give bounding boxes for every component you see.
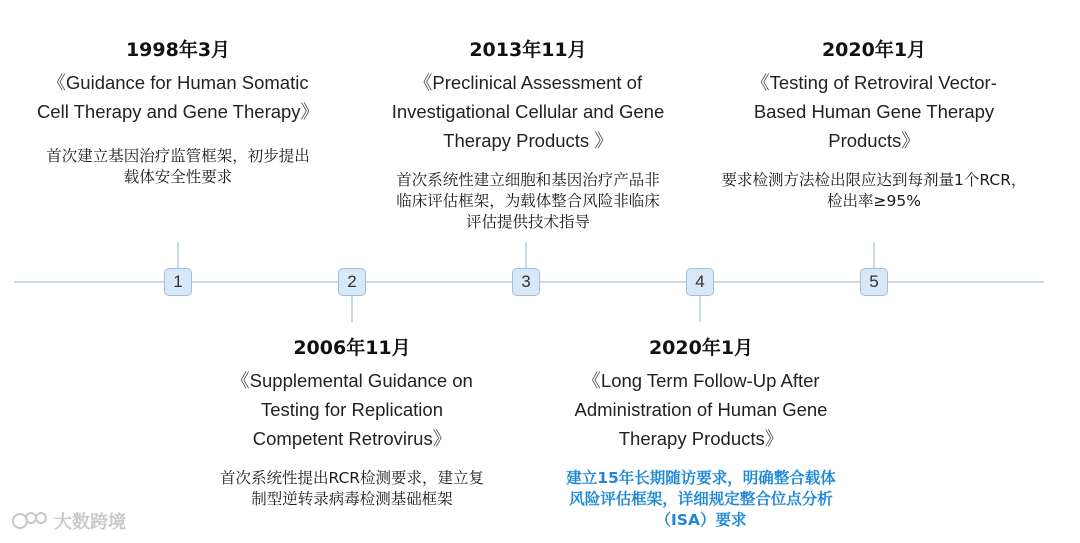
timeline-node-3: 3 xyxy=(512,268,540,296)
timeline-node-4: 4 xyxy=(686,268,714,296)
title-line: 《Supplemental Guidance on xyxy=(231,370,473,391)
title-line: 《Preclinical Assessment of xyxy=(413,72,643,93)
timeline-node-5: 5 xyxy=(860,268,888,296)
event-description xyxy=(700,170,1048,212)
desc-line: 风险评估框架，详细规定整合位点分析 xyxy=(569,490,833,508)
title-line: Testing for Replication xyxy=(260,399,443,420)
event-date: 2013年11月 xyxy=(469,39,587,61)
event-description xyxy=(190,468,514,510)
title-line: Competent Retrovirus》 xyxy=(252,428,452,449)
event-date: 2020年1月 xyxy=(648,337,754,359)
connector-1 xyxy=(177,242,179,268)
event-2 xyxy=(190,336,514,510)
desc-line: 首次建立基因治疗监管框架，初步提出 xyxy=(46,147,310,165)
desc-line: 要求检测方法检出限应达到每剂量1个RCR， xyxy=(721,171,1027,189)
desc-line: 首次系统性提出RCR检测要求，建立复 xyxy=(219,469,485,487)
connector-5 xyxy=(873,242,875,268)
desc-line: 建立15年长期随访要求，明确整合载体 xyxy=(566,469,836,487)
event-document-title xyxy=(700,68,1048,155)
event-date: 1998年3月 xyxy=(125,39,231,61)
title-line: Therapy Products 》 xyxy=(443,130,613,151)
timeline-node-1: 1 xyxy=(164,268,192,296)
event-5 xyxy=(700,38,1048,212)
event-document-title xyxy=(536,366,866,453)
desc-line: 制型逆转录病毒检测基础框架 xyxy=(251,490,453,508)
desc-line: 评估提供技术指导 xyxy=(465,213,590,231)
watermark-text: 大数跨境 xyxy=(54,512,126,533)
title-line: Investigational Cellular and Gene xyxy=(391,101,665,122)
title-line: Based Human Gene Therapy xyxy=(753,101,995,122)
title-line: 《Guidance for Human Somatic xyxy=(47,72,309,93)
title-line: Cell Therapy and Gene Therapy》 xyxy=(36,101,320,122)
event-4 xyxy=(536,336,866,531)
desc-line: （ISA）要求 xyxy=(655,511,747,529)
connector-3 xyxy=(525,242,527,268)
title-line: Administration of Human Gene xyxy=(574,399,828,420)
connector-2 xyxy=(351,296,353,322)
desc-line: 检出率≥95% xyxy=(827,192,921,210)
event-document-title xyxy=(8,68,348,126)
title-line: Therapy Products》 xyxy=(618,428,784,449)
event-3 xyxy=(352,38,704,233)
event-date: 2020年1月 xyxy=(821,39,927,61)
brand-logo-icon xyxy=(10,510,50,532)
event-description xyxy=(352,170,704,233)
watermark xyxy=(10,508,126,534)
event-description xyxy=(8,146,348,188)
event-1 xyxy=(8,38,348,188)
desc-line: 首次系统性建立细胞和基因治疗产品非 xyxy=(396,171,660,189)
event-document-title xyxy=(190,366,514,453)
event-description-highlight xyxy=(536,468,866,531)
connector-4 xyxy=(699,296,701,322)
desc-line: 临床评估框架，为载体整合风险非临床 xyxy=(396,192,660,210)
title-line: 《Long Term Follow-Up After xyxy=(582,370,820,391)
timeline-node-2: 2 xyxy=(338,268,366,296)
title-line: Products》 xyxy=(828,130,920,151)
event-document-title xyxy=(352,68,704,155)
event-date: 2006年11月 xyxy=(293,337,411,359)
title-line: 《Testing of Retroviral Vector- xyxy=(751,72,997,93)
desc-line: 载体安全性要求 xyxy=(123,168,233,186)
